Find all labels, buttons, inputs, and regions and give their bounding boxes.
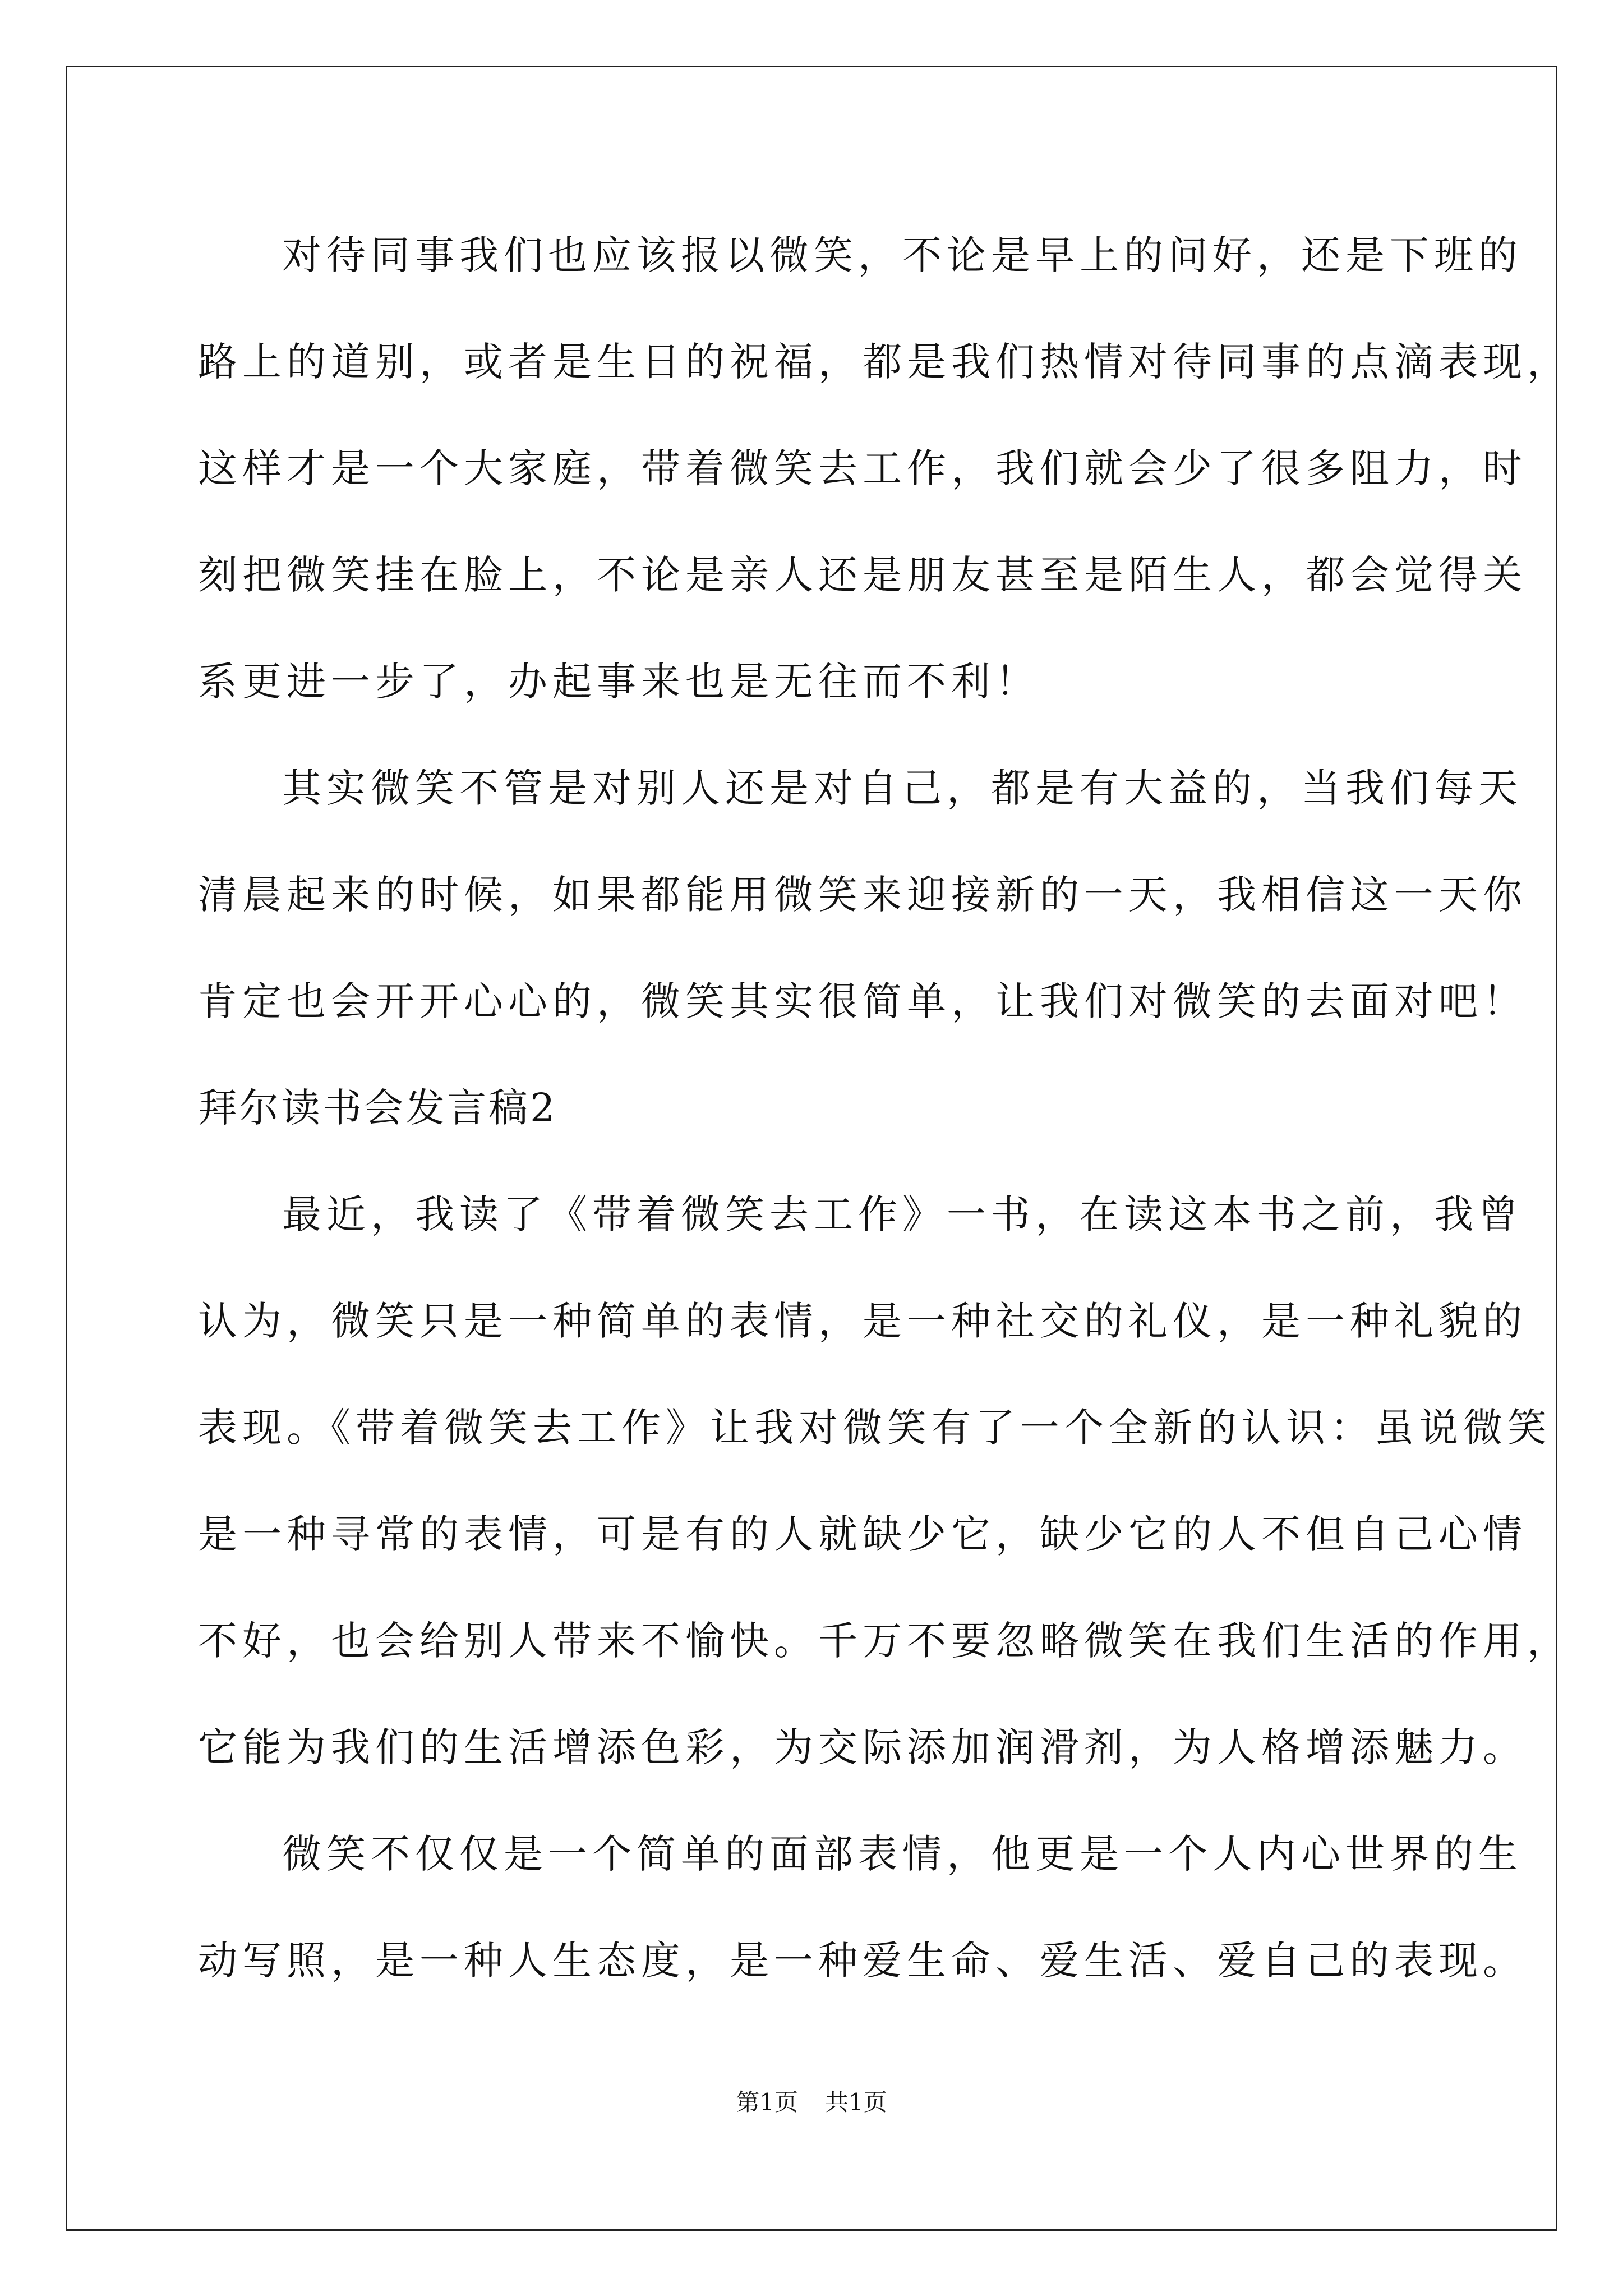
paragraph-line: 其实微笑不管是对别人还是对自己，都是有大益的，当我们每天 bbox=[282, 765, 1523, 811]
paragraph-line: 微笑不仅仅是一个简单的面部表情，他更是一个人内心世界的生 bbox=[282, 1831, 1523, 1877]
paragraph-line: 表现。《带着微笑去工作》让我对微笑有了一个全新的认识：虽说微笑 bbox=[198, 1405, 1552, 1451]
paragraph-line: 不好，也会给别人带来不愉快。千万不要忽略微笑在我们生活的作用， bbox=[198, 1618, 1571, 1664]
page-footer bbox=[0, 2084, 1623, 2118]
paragraph-line: 系更进一步了，办起事来也是无往而不利！ bbox=[198, 659, 1040, 705]
paragraph-line: 路上的道别，或者是生日的祝福，都是我们热情对待同事的点滴表现， bbox=[198, 339, 1571, 385]
page-number: 第1页 bbox=[736, 2088, 798, 2116]
paragraph-line: 动写照，是一种人生态度，是一种爱生命、爱生活、爱自己的表现。 bbox=[198, 1938, 1527, 1984]
paragraph-line: 最近，我读了《带着微笑去工作》一书，在读这本书之前，我曾 bbox=[282, 1191, 1523, 1237]
document-body bbox=[198, 202, 1571, 2014]
paragraph-line: 肯定也会开开心心的，微笑其实很简单，让我们对微笑的去面对吧！ bbox=[198, 978, 1527, 1024]
paragraph-line: 是一种寻常的表情，可是有的人就缺少它，缺少它的人不但自己心情 bbox=[198, 1511, 1527, 1557]
paragraph-line: 对待同事我们也应该报以微笑，不论是早上的问好，还是下班的 bbox=[282, 232, 1523, 278]
section-heading: 拜尔读书会发言稿2 bbox=[198, 1085, 557, 1131]
paragraph-line: 认为，微笑只是一种简单的表情，是一种社交的礼仪，是一种礼貌的 bbox=[198, 1298, 1527, 1344]
paragraph-line: 它能为我们的生活增添色彩，为交际添加润滑剂，为人格增添魅力。 bbox=[198, 1724, 1527, 1770]
paragraph-line: 刻把微笑挂在脸上，不论是亲人还是朋友甚至是陌生人，都会觉得关 bbox=[198, 552, 1527, 598]
page-total: 共1页 bbox=[825, 2088, 887, 2116]
paragraph-line: 这样才是一个大家庭，带着微笑去工作，我们就会少了很多阻力，时 bbox=[198, 445, 1527, 491]
paragraph-line: 清晨起来的时候，如果都能用微笑来迎接新的一天，我相信这一天你 bbox=[198, 872, 1527, 918]
